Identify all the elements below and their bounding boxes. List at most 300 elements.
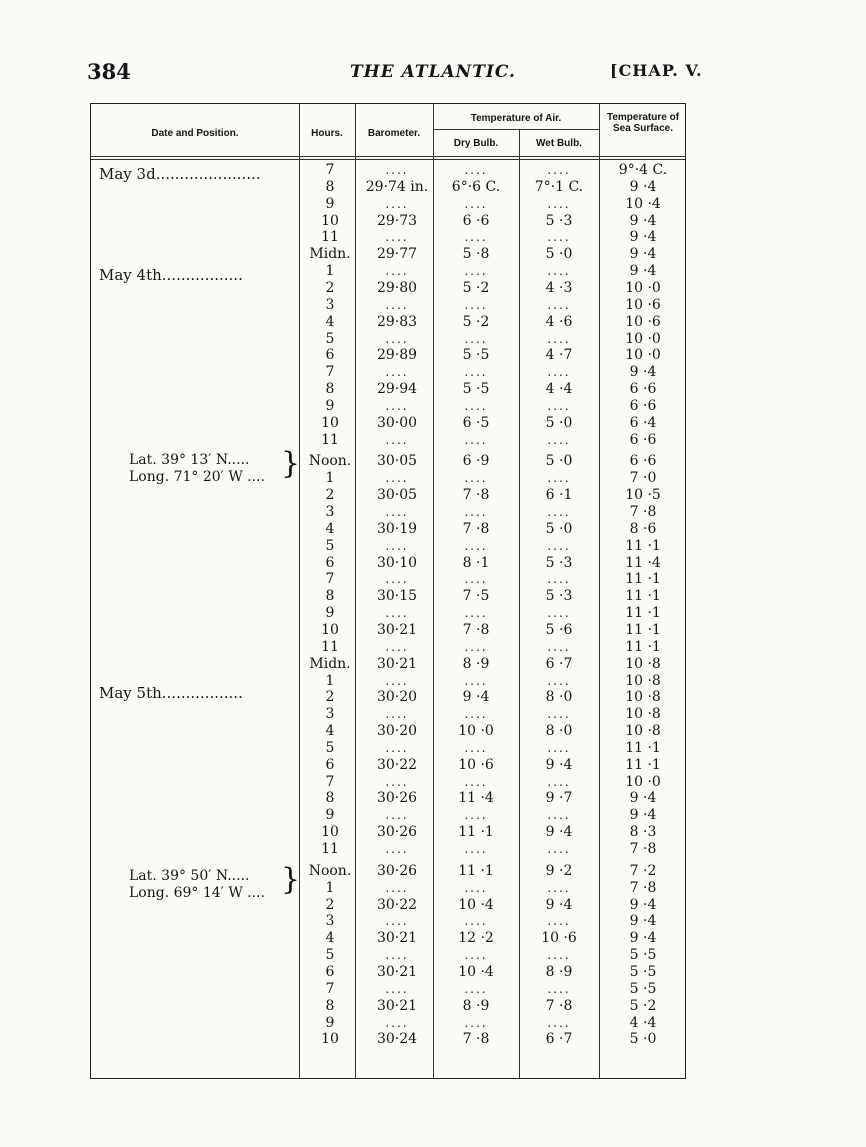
sea-temp-cell: 11 ·1 bbox=[625, 605, 661, 622]
wet-bulb-cell: .... bbox=[547, 639, 571, 654]
wet-bulb-cell: 9 ·4 bbox=[545, 896, 573, 913]
dry-bulb-cell: 5 ·5 bbox=[462, 347, 490, 364]
barometer-cell: 29·77 bbox=[376, 246, 418, 263]
wet-bulb-cell: 9 ·4 bbox=[545, 824, 573, 841]
wet-bulb-cell: .... bbox=[547, 981, 571, 996]
table-row bbox=[91, 571, 687, 588]
table-row bbox=[91, 347, 687, 364]
hour-cell: 5 bbox=[325, 537, 335, 554]
dry-bulb-cell: 5 ·5 bbox=[462, 381, 490, 398]
barometer-cell: 30·21 bbox=[376, 621, 418, 638]
sea-temp-cell: 10 ·0 bbox=[625, 279, 661, 296]
position-2-lat: Lat. 39° 50′ N..... bbox=[129, 868, 250, 884]
wet-bulb-cell: .... bbox=[547, 842, 571, 856]
sea-temp-cell: 6 ·6 bbox=[629, 397, 657, 414]
sea-temp-cell: 8 ·6 bbox=[629, 520, 657, 537]
dry-bulb-cell: 7 ·5 bbox=[462, 588, 490, 605]
table-row bbox=[91, 1031, 687, 1048]
table-row bbox=[91, 605, 687, 622]
sea-temp-cell: 7 ·8 bbox=[629, 841, 657, 857]
sea-temp-cell: 11 ·1 bbox=[625, 638, 661, 655]
hour-cell: 1 bbox=[325, 470, 335, 487]
table-row bbox=[91, 263, 687, 280]
sea-temp-cell: 7 ·8 bbox=[629, 879, 657, 896]
dry-bulb-cell: .... bbox=[464, 264, 488, 279]
wet-bulb-cell: 6 ·1 bbox=[545, 487, 573, 504]
sea-temp-cell: 9 ·4 bbox=[629, 807, 657, 824]
sea-temp-cell: 11 ·1 bbox=[625, 756, 661, 773]
barometer-cell: 29·89 bbox=[376, 347, 418, 364]
dry-bulb-cell: .... bbox=[464, 639, 488, 654]
dry-bulb-cell: 5 ·2 bbox=[462, 279, 490, 296]
dry-bulb-cell: .... bbox=[464, 842, 488, 856]
table-row bbox=[91, 930, 687, 947]
sea-temp-cell: 5 ·5 bbox=[629, 963, 657, 980]
sea-temp-cell: 9 ·4 bbox=[629, 178, 657, 195]
table-row bbox=[91, 538, 687, 555]
barometer-cell: 29·94 bbox=[376, 381, 418, 398]
sea-temp-cell: 9 ·4 bbox=[629, 246, 657, 263]
header-air: Temperature of Air. bbox=[470, 113, 562, 124]
date-may-5: May 5th................. bbox=[99, 684, 243, 702]
hour-cell: 7 bbox=[325, 364, 335, 381]
dry-bulb-cell: .... bbox=[464, 163, 488, 177]
dry-bulb-cell: .... bbox=[464, 471, 488, 486]
barometer-cell: 29·80 bbox=[376, 279, 418, 296]
sea-temp-cell: 11 ·1 bbox=[625, 621, 661, 638]
dry-bulb-cell: .... bbox=[464, 740, 488, 755]
wet-bulb-cell: 8 ·9 bbox=[545, 963, 573, 980]
dry-bulb-cell: .... bbox=[464, 981, 488, 996]
table-row bbox=[91, 398, 687, 415]
barometer-cell: .... bbox=[385, 774, 409, 789]
hour-cell: 2 bbox=[325, 487, 335, 504]
dry-bulb-cell: .... bbox=[464, 673, 488, 688]
barometer-cell: 30·22 bbox=[376, 896, 418, 913]
hour-cell: 10 bbox=[321, 824, 339, 841]
hour-cell: 3 bbox=[325, 706, 335, 723]
table-row bbox=[91, 555, 687, 572]
wet-bulb-cell: .... bbox=[547, 606, 571, 621]
hour-cell: 11 bbox=[321, 841, 339, 857]
barometer-cell: .... bbox=[385, 398, 409, 413]
barometer-cell: .... bbox=[385, 842, 409, 856]
hour-cell: 4 bbox=[325, 313, 335, 330]
dry-bulb-cell: 5 ·2 bbox=[462, 313, 490, 330]
wet-bulb-cell: 9 ·7 bbox=[545, 790, 573, 807]
hour-cell: Noon. bbox=[308, 453, 352, 470]
sea-temp-cell: 10 ·5 bbox=[625, 487, 661, 504]
hour-cell: 3 bbox=[325, 913, 335, 930]
hour-cell: 5 bbox=[325, 739, 335, 756]
sea-temp-cell: 6 ·6 bbox=[629, 431, 657, 448]
wet-bulb-cell: .... bbox=[547, 914, 571, 929]
running-title: THE ATLANTIC. bbox=[350, 62, 516, 82]
table-row bbox=[91, 381, 687, 398]
hour-cell: 1 bbox=[325, 263, 335, 280]
hour-cell: 4 bbox=[325, 520, 335, 537]
barometer-cell: .... bbox=[385, 981, 409, 996]
sea-temp-cell: 9 ·4 bbox=[629, 364, 657, 381]
sea-temp-cell: 11 ·1 bbox=[625, 739, 661, 756]
table-row bbox=[91, 297, 687, 314]
position-1-lat: Lat. 39° 13′ N..... bbox=[129, 452, 250, 468]
wet-bulb-cell: 5 ·0 bbox=[545, 414, 573, 431]
table-row bbox=[91, 981, 687, 998]
barometer-cell: .... bbox=[385, 914, 409, 929]
wet-bulb-cell: 5 ·3 bbox=[545, 554, 573, 571]
table-row bbox=[91, 897, 687, 914]
dry-bulb-cell: .... bbox=[464, 538, 488, 553]
hour-cell: 11 bbox=[321, 431, 339, 448]
dry-bulb-cell: .... bbox=[464, 230, 488, 245]
sea-temp-cell: 11 ·4 bbox=[625, 554, 661, 571]
table-row bbox=[91, 880, 687, 897]
sea-temp-cell: 10 ·0 bbox=[625, 347, 661, 364]
hour-cell: 7 bbox=[325, 980, 335, 997]
hour-cell: 5 bbox=[325, 947, 335, 964]
barometer-cell: 30·05 bbox=[376, 487, 418, 504]
hour-cell: 10 bbox=[321, 621, 339, 638]
dry-bulb-cell: 10 ·4 bbox=[458, 896, 494, 913]
barometer-cell: 30·22 bbox=[376, 756, 418, 773]
dry-bulb-cell: 9 ·4 bbox=[462, 689, 490, 706]
barometer-cell: 29·83 bbox=[376, 313, 418, 330]
table-row bbox=[91, 453, 687, 470]
table-row bbox=[91, 622, 687, 639]
table-row bbox=[91, 774, 687, 791]
hour-cell: 10 bbox=[321, 414, 339, 431]
barometer-cell: .... bbox=[385, 880, 409, 895]
barometer-cell: .... bbox=[385, 808, 409, 823]
table-row bbox=[91, 487, 687, 504]
barometer-cell: 30·26 bbox=[376, 862, 418, 879]
wet-bulb-cell: .... bbox=[547, 673, 571, 688]
sea-temp-cell: 7 ·0 bbox=[629, 470, 657, 487]
hour-cell: Midn. bbox=[309, 655, 351, 672]
dry-bulb-cell: 6 ·6 bbox=[462, 212, 490, 229]
hour-cell: 11 bbox=[321, 229, 339, 246]
wet-bulb-cell: 4 ·3 bbox=[545, 279, 573, 296]
hour-cell: 8 bbox=[325, 790, 335, 807]
barometer-cell: 30·20 bbox=[376, 689, 418, 706]
header-date: Date and Position. bbox=[151, 128, 239, 139]
position-2-brace: } bbox=[281, 862, 301, 897]
sea-temp-cell: 6 ·6 bbox=[629, 381, 657, 398]
barometer-cell: 30·10 bbox=[376, 554, 418, 571]
data-table bbox=[90, 103, 686, 1079]
dry-bulb-cell: 7 ·8 bbox=[462, 487, 490, 504]
dry-bulb-cell: 8 ·1 bbox=[462, 554, 490, 571]
barometer-cell: .... bbox=[385, 230, 409, 245]
dry-bulb-cell: .... bbox=[464, 398, 488, 413]
table-row bbox=[91, 246, 687, 263]
sea-temp-cell: 5 ·0 bbox=[629, 1031, 657, 1048]
dry-bulb-cell: .... bbox=[464, 880, 488, 895]
hour-cell: 6 bbox=[325, 347, 335, 364]
sea-temp-cell: 10 ·8 bbox=[625, 706, 661, 723]
table-row bbox=[91, 229, 687, 246]
hour-cell: 1 bbox=[325, 672, 335, 689]
wet-bulb-cell: .... bbox=[547, 880, 571, 895]
wet-bulb-cell: .... bbox=[547, 538, 571, 553]
table-row bbox=[91, 740, 687, 757]
sea-temp-cell: 7 ·8 bbox=[629, 504, 657, 520]
dry-bulb-cell: .... bbox=[464, 914, 488, 929]
sea-temp-cell: 9 ·4 bbox=[629, 790, 657, 807]
header-barometer: Barometer. bbox=[367, 128, 421, 139]
hour-cell: 9 bbox=[325, 605, 335, 622]
wet-bulb-cell: .... bbox=[547, 808, 571, 823]
hour-cell: 9 bbox=[325, 1014, 335, 1031]
wet-bulb-cell: 6 ·7 bbox=[545, 1031, 573, 1048]
table-row bbox=[91, 656, 687, 673]
hour-cell: 4 bbox=[325, 723, 335, 740]
hour-cell: 2 bbox=[325, 689, 335, 706]
position-1-long: Long. 71° 20′ W .... bbox=[129, 469, 265, 485]
sea-temp-cell: 5 ·5 bbox=[629, 947, 657, 964]
table-row bbox=[91, 504, 687, 521]
dry-bulb-cell: 7 ·8 bbox=[462, 621, 490, 638]
dry-bulb-cell: 8 ·9 bbox=[462, 997, 490, 1014]
hour-cell: 8 bbox=[325, 588, 335, 605]
table-row bbox=[91, 689, 687, 706]
barometer-cell: 30·24 bbox=[376, 1031, 418, 1048]
page-header bbox=[0, 56, 866, 90]
barometer-cell: .... bbox=[385, 673, 409, 688]
hour-cell: 2 bbox=[325, 896, 335, 913]
barometer-cell: .... bbox=[385, 297, 409, 312]
wet-bulb-cell: 4 ·7 bbox=[545, 347, 573, 364]
wet-bulb-cell: 8 ·0 bbox=[545, 723, 573, 740]
dry-bulb-cell: 6 ·5 bbox=[462, 414, 490, 431]
sea-temp-cell: 10 ·8 bbox=[625, 655, 661, 672]
barometer-cell: 30·26 bbox=[376, 824, 418, 841]
barometer-cell: .... bbox=[385, 432, 409, 447]
dry-bulb-cell: .... bbox=[464, 948, 488, 963]
date-may-3: May 3d...................... bbox=[99, 165, 261, 183]
header-dry: Dry Bulb. bbox=[453, 138, 499, 149]
table-row bbox=[91, 314, 687, 331]
hour-cell: 6 bbox=[325, 963, 335, 980]
sea-temp-cell: 9 ·4 bbox=[629, 263, 657, 280]
rule-header-bottom-2 bbox=[91, 159, 685, 160]
dry-bulb-cell: 5 ·8 bbox=[462, 246, 490, 263]
wet-bulb-cell: 5 ·0 bbox=[545, 520, 573, 537]
table-row bbox=[91, 364, 687, 381]
table-row bbox=[91, 280, 687, 297]
hour-cell: 8 bbox=[325, 381, 335, 398]
barometer-cell: 30·00 bbox=[376, 414, 418, 431]
sea-temp-cell: 10 ·8 bbox=[625, 672, 661, 689]
sea-temp-cell: 10 ·4 bbox=[625, 195, 661, 212]
sea-temp-cell: 11 ·1 bbox=[625, 588, 661, 605]
table-row bbox=[91, 913, 687, 930]
table-row bbox=[91, 588, 687, 605]
barometer-cell: .... bbox=[385, 740, 409, 755]
dry-bulb-cell: 7 ·8 bbox=[462, 1031, 490, 1048]
dry-bulb-cell: 11 ·1 bbox=[458, 862, 494, 879]
barometer-cell: .... bbox=[385, 331, 409, 346]
wet-bulb-cell: .... bbox=[547, 572, 571, 587]
wet-bulb-cell: .... bbox=[547, 471, 571, 486]
table-row bbox=[91, 863, 687, 880]
hour-cell: 6 bbox=[325, 756, 335, 773]
dry-bulb-cell: 10 ·4 bbox=[458, 963, 494, 980]
position-1-brace: } bbox=[281, 446, 301, 481]
barometer-cell: .... bbox=[385, 639, 409, 654]
dry-bulb-cell: 10 ·0 bbox=[458, 723, 494, 740]
dry-bulb-cell: .... bbox=[464, 196, 488, 211]
wet-bulb-cell: .... bbox=[547, 707, 571, 722]
wet-bulb-cell: 7°·1 C. bbox=[534, 178, 584, 195]
table-row bbox=[91, 947, 687, 964]
hour-cell: 5 bbox=[325, 330, 335, 347]
table-row bbox=[91, 331, 687, 348]
rule-header-bottom bbox=[91, 156, 685, 157]
dry-bulb-cell: .... bbox=[464, 606, 488, 621]
sea-temp-cell: 9 ·4 bbox=[629, 930, 657, 947]
barometer-cell: 29·74 in. bbox=[365, 178, 429, 195]
sea-temp-cell: 4 ·4 bbox=[629, 1014, 657, 1031]
barometer-cell: .... bbox=[385, 196, 409, 211]
barometer-cell: .... bbox=[385, 264, 409, 279]
sea-temp-cell: 7 ·2 bbox=[629, 862, 657, 879]
table-row bbox=[91, 824, 687, 841]
dry-bulb-cell: 6 ·9 bbox=[462, 453, 490, 470]
table-row bbox=[91, 757, 687, 774]
hour-cell: Noon. bbox=[308, 862, 352, 879]
barometer-cell: 29·73 bbox=[376, 212, 418, 229]
wet-bulb-cell: 7 ·8 bbox=[545, 997, 573, 1014]
barometer-cell: .... bbox=[385, 948, 409, 963]
barometer-cell: .... bbox=[385, 707, 409, 722]
table-row bbox=[91, 521, 687, 538]
barometer-cell: 30·05 bbox=[376, 453, 418, 470]
wet-bulb-cell: .... bbox=[547, 297, 571, 312]
barometer-cell: 30·21 bbox=[376, 963, 418, 980]
sea-temp-cell: 6 ·6 bbox=[629, 453, 657, 470]
date-may-4: May 4th................. bbox=[99, 266, 243, 284]
hour-cell: 10 bbox=[321, 1031, 339, 1048]
hour-cell: 3 bbox=[325, 296, 335, 313]
sea-temp-cell: 10 ·8 bbox=[625, 723, 661, 740]
wet-bulb-cell: 9 ·2 bbox=[545, 862, 573, 879]
table-row bbox=[91, 964, 687, 981]
table-row bbox=[91, 196, 687, 213]
table-row bbox=[91, 706, 687, 723]
dry-bulb-cell: .... bbox=[464, 331, 488, 346]
wet-bulb-cell: .... bbox=[547, 432, 571, 447]
header-hours: Hours. bbox=[311, 128, 343, 139]
barometer-cell: .... bbox=[385, 1015, 409, 1030]
wet-bulb-cell: 5 ·3 bbox=[545, 588, 573, 605]
hour-cell: 7 bbox=[325, 571, 335, 588]
table-row bbox=[91, 723, 687, 740]
table-row bbox=[91, 415, 687, 432]
barometer-cell: 30·19 bbox=[376, 520, 418, 537]
dry-bulb-cell: .... bbox=[464, 432, 488, 447]
table-row bbox=[91, 470, 687, 487]
barometer-cell: 30·15 bbox=[376, 588, 418, 605]
position-2-long: Long. 69° 14′ W .... bbox=[129, 885, 265, 901]
dry-bulb-cell: .... bbox=[464, 365, 488, 380]
wet-bulb-cell: .... bbox=[547, 740, 571, 755]
barometer-cell: 30·26 bbox=[376, 790, 418, 807]
sea-temp-cell: 10 ·6 bbox=[625, 296, 661, 313]
hour-cell: 9 bbox=[325, 807, 335, 824]
barometer-cell: .... bbox=[385, 163, 409, 177]
hour-cell: Midn. bbox=[309, 246, 351, 263]
hour-cell: 9 bbox=[325, 195, 335, 212]
dry-bulb-cell: .... bbox=[464, 572, 488, 587]
wet-bulb-cell: .... bbox=[547, 398, 571, 413]
wet-bulb-cell: 5 ·0 bbox=[545, 453, 573, 470]
barometer-cell: .... bbox=[385, 538, 409, 553]
barometer-cell: .... bbox=[385, 572, 409, 587]
barometer-cell: .... bbox=[385, 606, 409, 621]
hour-cell: 1 bbox=[325, 879, 335, 896]
wet-bulb-cell: .... bbox=[547, 230, 571, 245]
barometer-cell: .... bbox=[385, 365, 409, 380]
dry-bulb-cell: 7 ·8 bbox=[462, 520, 490, 537]
wet-bulb-cell: .... bbox=[547, 774, 571, 789]
wet-bulb-cell: .... bbox=[547, 365, 571, 380]
dry-bulb-cell: .... bbox=[464, 707, 488, 722]
dry-bulb-cell: 11 ·1 bbox=[458, 824, 494, 841]
wet-bulb-cell: .... bbox=[547, 505, 571, 519]
page-number: 384 bbox=[87, 59, 131, 84]
table-row bbox=[91, 1015, 687, 1032]
sea-temp-cell: 10 ·6 bbox=[625, 313, 661, 330]
hour-cell: 6 bbox=[325, 554, 335, 571]
dry-bulb-cell: .... bbox=[464, 808, 488, 823]
chapter-label: [CHAP. V. bbox=[610, 61, 703, 80]
sea-temp-cell: 11 ·1 bbox=[625, 537, 661, 554]
sea-temp-cell: 11 ·1 bbox=[625, 571, 661, 588]
wet-bulb-cell: 6 ·7 bbox=[545, 655, 573, 672]
hour-cell: 2 bbox=[325, 279, 335, 296]
wet-bulb-cell: 4 ·6 bbox=[545, 313, 573, 330]
table-row bbox=[91, 807, 687, 824]
barometer-cell: .... bbox=[385, 471, 409, 486]
hour-cell: 8 bbox=[325, 997, 335, 1014]
table-row bbox=[91, 179, 687, 196]
sea-temp-cell: 10 ·8 bbox=[625, 689, 661, 706]
wet-bulb-cell: .... bbox=[547, 331, 571, 346]
dry-bulb-cell: .... bbox=[464, 505, 488, 519]
header-wet: Wet Bulb. bbox=[536, 138, 582, 149]
barometer-cell: 30·21 bbox=[376, 997, 418, 1014]
wet-bulb-cell: 5 ·0 bbox=[545, 246, 573, 263]
wet-bulb-cell: .... bbox=[547, 196, 571, 211]
hour-cell: 11 bbox=[321, 638, 339, 655]
table-row bbox=[91, 162, 687, 179]
hour-cell: 7 bbox=[325, 773, 335, 790]
wet-bulb-cell: 10 ·6 bbox=[541, 930, 577, 947]
rule-air-sub bbox=[433, 129, 599, 130]
dry-bulb-cell: 10 ·6 bbox=[458, 756, 494, 773]
hour-cell: 4 bbox=[325, 930, 335, 947]
wet-bulb-cell: .... bbox=[547, 264, 571, 279]
wet-bulb-cell: 5 ·6 bbox=[545, 621, 573, 638]
table-row bbox=[91, 673, 687, 690]
wet-bulb-cell: 8 ·0 bbox=[545, 689, 573, 706]
sea-temp-cell: 10 ·0 bbox=[625, 773, 661, 790]
hour-cell: 10 bbox=[321, 212, 339, 229]
wet-bulb-cell: 9 ·4 bbox=[545, 756, 573, 773]
sea-temp-cell: 5 ·2 bbox=[629, 997, 657, 1014]
